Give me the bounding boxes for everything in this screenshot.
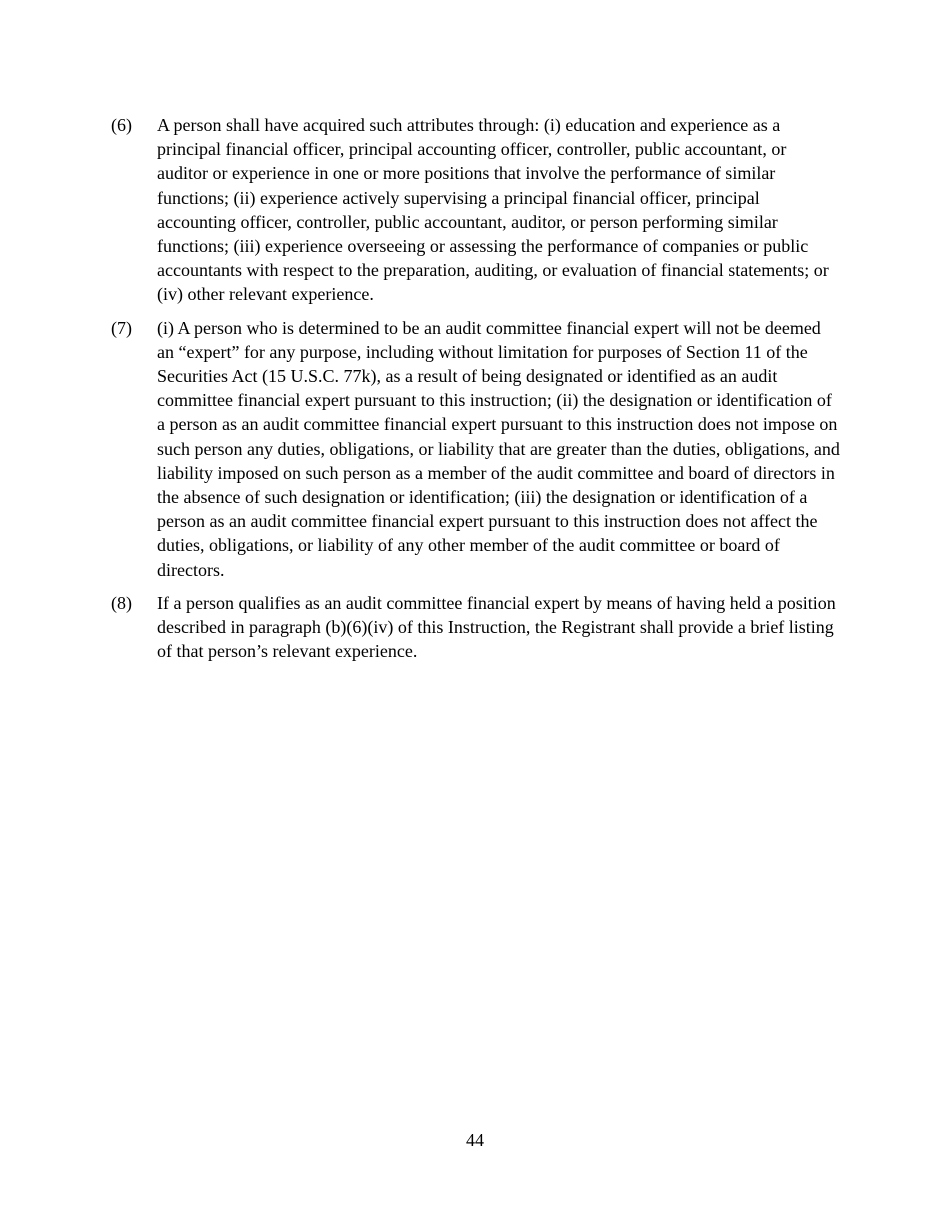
- item-text: (i) A person who is determined to be an audit committee financial expert will not be deemed an “expert” for any purpose, including without limitation for purposes of Section 11 of the Securities Act (15 U.S.C. 77k), as a result of being designated or identified as an audit committee financial expert pursuant to this instruction; (ii) the designation or identification of a person as an audit committee financial expert pursuant to this instruction does not impose on such person any duties, obligations, or liability that are greater than the duties, obligations, and liability imposed on such person as a member of the audit committee and board of directors in the absence of such designation or identification; (iii) the designation or identification of a person as an audit committee financial expert pursuant to this instruction does not affect the duties, obligations, or liability of any other member of the audit committee or board of directors.: [157, 317, 840, 580]
- list-item-8: [111, 591, 841, 664]
- item-text: If a person qualifies as an audit committee financial expert by means of having held a position described in paragraph (b)(6)(iv) of this Instruction, the Registrant shall provide a brief listing of that person’s relevant experience.: [157, 592, 836, 662]
- page-number: 44: [466, 1130, 484, 1150]
- item-text: A person shall have acquired such attributes through: (i) education and experience as a principal financial officer, principal accounting officer, controller, public accountant, or auditor or experience in one or more positions that involve the performance of similar functions; (ii) experience actively supervising a principal financial officer, principal accounting officer, controller, public accountant, auditor, or person performing similar functions; (iii) experience overseeing or assessing the performance of companies or public accountants with respect to the preparation, auditing, or evaluation of financial statements; or (iv) other relevant experience.: [157, 115, 829, 305]
- list-item-7: [111, 316, 841, 582]
- item-number: (7): [111, 317, 132, 338]
- item-number: (8): [111, 592, 132, 613]
- list-item-6: [111, 113, 841, 307]
- instruction-list: [111, 113, 841, 672]
- item-number: (6): [111, 115, 132, 135]
